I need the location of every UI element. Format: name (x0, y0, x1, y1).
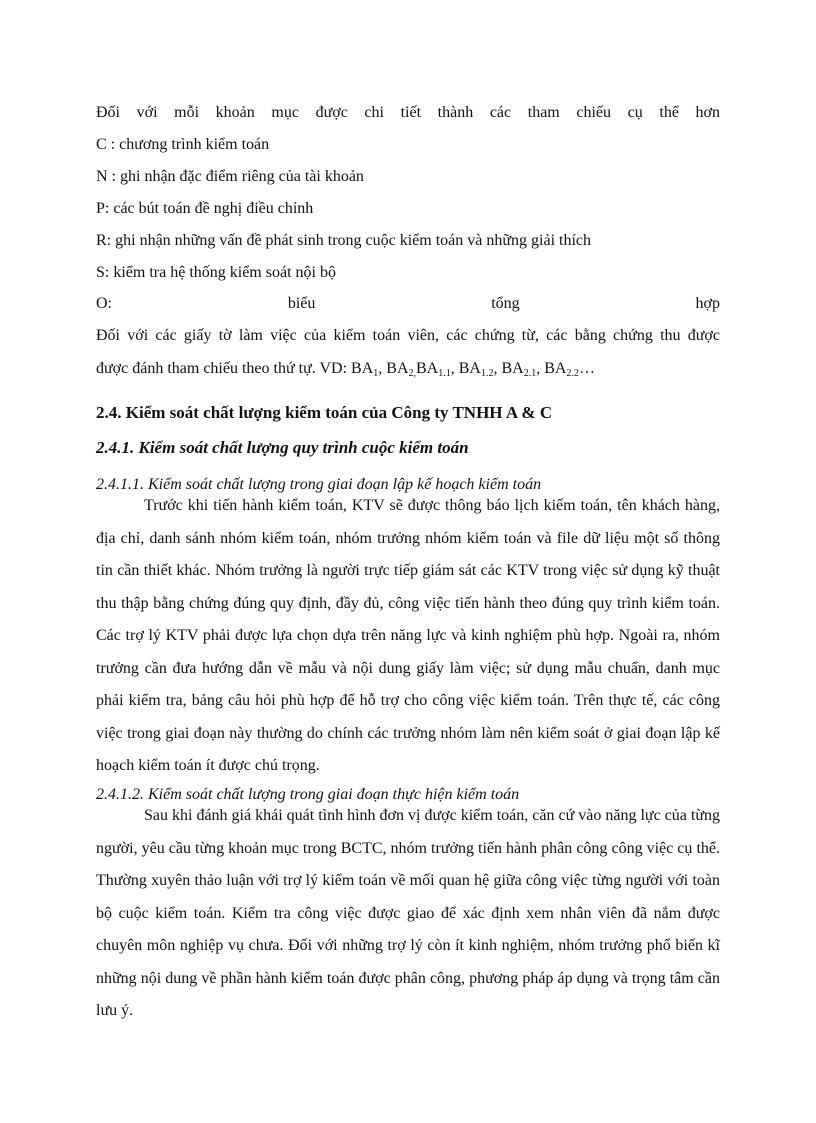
planning-heading: 2.4.1.1. Kiểm soát chất lượng trong giai đoạn lập kế hoạch kiểm toán (96, 476, 542, 493)
reference-item-s: S: kiểm tra hệ thống kiểm soát nội bộ (96, 264, 336, 281)
subsection-heading: 2.4.1. Kiểm soát chất lượng quy trình cuộc kiểm toán (96, 438, 469, 457)
reference-item-c: C : chương trình kiểm toán (96, 136, 270, 153)
example-prefix: được đánh tham chiếu theo thứ tự. VD: (96, 360, 352, 377)
reference-item-r: R: ghi nhận những vấn đề phát sinh trong cuộc kiểm toán và những giải thích (96, 232, 592, 249)
reference-item-n: N : ghi nhận đặc điểm riêng của tài khoản (96, 168, 364, 185)
execution-paragraph: Sau khi đánh giá khái quát tình hình đơn vị được kiểm toán, căn cứ vào năng lực của từng người, yêu cầu từng khoản mục trong BCTC, nhóm trưởng tiến hành phân công công việc cụ thể. Thường xuyên thảo luận với trợ lý kiểm toán về mối quan hệ giữa công việc từng người với toàn bộ cuộc kiểm toán. Kiểm tra công việc được giao để xác định xem nhân viên đã nắm được chuyên môn nghiệp vụ chưa. Đối với những trợ lý còn ít kinh nghiệm, nhóm trưởng phổ biến kĩ những nội dung về phần hành kiểm toán được phân công, phương pháp áp dụng và trọng tâm cần lưu ý. (96, 807, 720, 1019)
execution-heading: 2.4.1.2. Kiểm soát chất lượng trong giai đoạn thực hiện kiểm toán (96, 786, 520, 803)
reference-o-word: biểu (287, 295, 316, 312)
reference-code: $BA_{1.2}$, (458, 360, 502, 379)
planning-paragraph: Trước khi tiến hành kiểm toán, KTV sẽ được thông báo lịch kiểm toán, tên khách hàng, địa chỉ, danh sánh nhóm kiểm toán, nhóm trưởng nhóm kiểm toán và file dữ liệu một số thông tin cần thiết khác. Nhóm trưởng là người trực tiếp giám sát các KTV trong việc sử dụng kỹ thuật thu thập bằng chứng đúng quy định, đầy đủ, công việc tiến hành theo đúng quy trình kiểm toán. Các trợ lý KTV phải được lựa chọn dựa trên năng lực và kinh nghiệm phù hợp. Ngoài ra, nhóm trưởng cần đưa hướng dẫn về mẫu và nội dung giấy làm việc; sử dụng mẫu chuẩn, danh mục phải kiểm tra, bảng câu hỏi phù hợp để hỗ trợ cho công việc kiểm toán. Trên thực tế, các công việc trong giai đoạn này thường do chính các trưởng nhóm làm nên kiểm soát ở giai đoạn lập kế hoạch kiểm toán ít được chú trọng. (96, 497, 720, 774)
reference-o-word: hợp (695, 295, 720, 312)
reference-code: $BA_{2,}$ (386, 360, 416, 379)
reference-o-word: O: (96, 295, 112, 312)
reference-examples (351, 360, 595, 377)
working-papers-example (96, 359, 720, 379)
reference-o-word: tổng (491, 295, 520, 312)
reference-code: $BA_1$, (351, 360, 387, 379)
reference-code: $BA_{1.1}$, (416, 360, 459, 379)
reference-intro: Đối với mỗi khoản mục được chi tiết thành các tham chiếu cụ thể hơn (96, 104, 720, 121)
working-papers-line: Đối với các giấy tờ làm việc của kiểm toán viên, các chứng từ, các bằng chứng thu được (96, 327, 720, 344)
reference-code: $BA_{2.1}$, (501, 360, 545, 379)
section-heading: 2.4. Kiểm soát chất lượng kiểm toán của Công ty TNHH A & C (96, 403, 553, 422)
reference-item-p: P: các bút toán đề nghị điều chỉnh (96, 200, 314, 217)
reference-code: $BA_{2.2}\dots$ (544, 360, 595, 379)
reference-item-o (96, 294, 720, 314)
